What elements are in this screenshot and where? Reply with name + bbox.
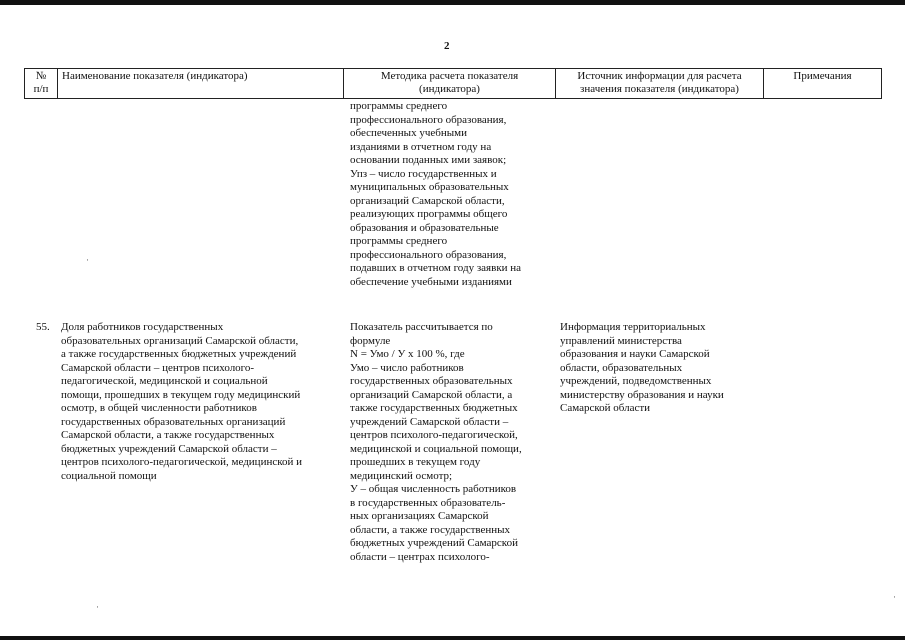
table-right-border (881, 68, 882, 98)
scan-speck: · (893, 592, 896, 602)
row-55-source: Информация территориальных управлений министерства образования и науки Самарской области, образовательных учреждений, подведомственных министерству образования и науки Самарской области (560, 321, 724, 414)
scan-bottom-border (0, 636, 905, 640)
row-55-indicator-name: Доля работников государственных образовательных организаций Самарской области, а также государственных бюджетных учреждений Самарской области – центров психолого- педагогической, медицинской и социальной помощи, прошедших в текущем году медицинский осмотр, в общей численности работников государственных образовательных организаций Самарской области, а также государственных бюджетных учреждений Самарской области – центров психолого-педагогической, медицинской и социальной помощи (61, 321, 303, 482)
table-header-bottom-line (24, 98, 882, 99)
header-num: № п/п (33, 70, 49, 95)
header-notes: Примечания (793, 70, 852, 82)
row-55-number: 55. (36, 321, 50, 333)
table-top-line (24, 68, 882, 69)
page-number: 2 (444, 40, 450, 52)
scan-top-border (0, 0, 905, 5)
header-method: Методика расчета показателя (индикатора) (380, 70, 519, 95)
continuation-method-text: программы среднего профессионального образования, обеспеченных учебными изданиями в отчетном году на основании поданных ими заявок; Упз – число государственных и муниципальных образовательных организаций Самарской области, реализующих программы общего образования и образовательные программы среднего профессионального образования, подавших в отчетном году заявки на обеспечение учебными изданиями (350, 100, 522, 288)
header-source: Источник информации для расчета значения показателя (индикатора) (577, 70, 742, 95)
row-55-method-text: Показатель рассчитывается по формуле N = Умо / У х 100 %, где Умо – число работников государственных образовательных организаций Самарской области, а также государственных бюджетных учреждений Самарской области – центров психолого-педагогической, медицинской и социальной помощи, прошедших в текущем году медицинский осмотр; У – общая численность работников в государственных образователь- ных организациях Самарской области, а также государственных бюджетных учреждений Самарской области – центрах психолого- (350, 321, 522, 563)
scan-speck: · (86, 255, 89, 265)
header-indicator-name: Наименование показателя (индикатора) (62, 70, 248, 82)
scan-speck: · (96, 602, 99, 612)
